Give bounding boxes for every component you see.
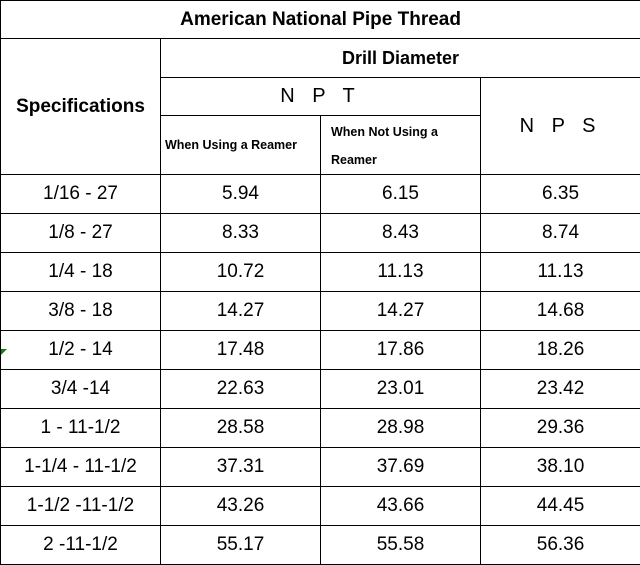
spec-cell: 2 -11-1/2 [1,526,161,565]
npt-reamer-cell: 55.17 [161,526,321,565]
nps-cell: 56.36 [481,526,640,565]
npt-no-reamer-cell: 17.86 [321,331,481,370]
npt-no-reamer-cell: 14.27 [321,292,481,331]
specifications-header: Specifications [1,39,161,175]
spec-cell: 1-1/4 - 11-1/2 [1,448,161,487]
spec-cell: 1/2 - 14 [1,331,161,370]
drill-diameter-header: Drill Diameter [161,39,640,78]
npt-reamer-cell: 22.63 [161,370,321,409]
npt-no-reamer-cell: 11.13 [321,253,481,292]
npt-no-reamer-cell: 28.98 [321,409,481,448]
spec-cell: 1/4 - 18 [1,253,161,292]
spec-cell: 3/4 -14 [1,370,161,409]
spec-cell: 1/8 - 27 [1,214,161,253]
nps-cell: 6.35 [481,175,640,214]
npt-reamer-cell: 5.94 [161,175,321,214]
table-row [1,487,640,526]
npt-reamer-cell: 37.31 [161,448,321,487]
npt-reamer-cell: 28.58 [161,409,321,448]
npt-reamer-cell: 10.72 [161,253,321,292]
table-row [1,448,640,487]
npt-no-reamer-cell: 23.01 [321,370,481,409]
table-row [1,409,640,448]
npt-reamer-cell: 14.27 [161,292,321,331]
table-row [1,214,640,253]
npt-no-reamer-cell: 43.66 [321,487,481,526]
nps-cell: 11.13 [481,253,640,292]
nps-cell: 8.74 [481,214,640,253]
nps-header: N P S [481,78,640,175]
npt-reamer-cell: 8.33 [161,214,321,253]
table-title: American National Pipe Thread [1,1,640,39]
npt-no-reamer-cell: 6.15 [321,175,481,214]
nps-cell: 38.10 [481,448,640,487]
npt-reamer-subheader: When Using a Reamer [161,116,321,175]
table-row [1,292,640,331]
npt-no-reamer-cell: 8.43 [321,214,481,253]
cell-comment-marker [1,349,7,355]
nps-cell: 44.45 [481,487,640,526]
table-row [1,526,640,565]
spec-cell: 1/16 - 27 [1,175,161,214]
table-row [1,370,640,409]
npt-reamer-cell: 17.48 [161,331,321,370]
spec-cell: 3/8 - 18 [1,292,161,331]
npt-header: N P T [161,78,481,116]
npt-no-reamer-cell: 37.69 [321,448,481,487]
nps-cell: 18.26 [481,331,640,370]
npt-no-reamer-cell: 55.58 [321,526,481,565]
table-row [1,331,640,370]
nps-cell: 14.68 [481,292,640,331]
nps-cell: 29.36 [481,409,640,448]
spec-cell: 1-1/2 -11-1/2 [1,487,161,526]
table-row [1,175,640,214]
spec-cell: 1 - 11-1/2 [1,409,161,448]
nps-cell: 23.42 [481,370,640,409]
npt-reamer-cell: 43.26 [161,487,321,526]
table-row [1,253,640,292]
npt-no-reamer-subheader: When Not Using a Reamer [321,116,481,175]
